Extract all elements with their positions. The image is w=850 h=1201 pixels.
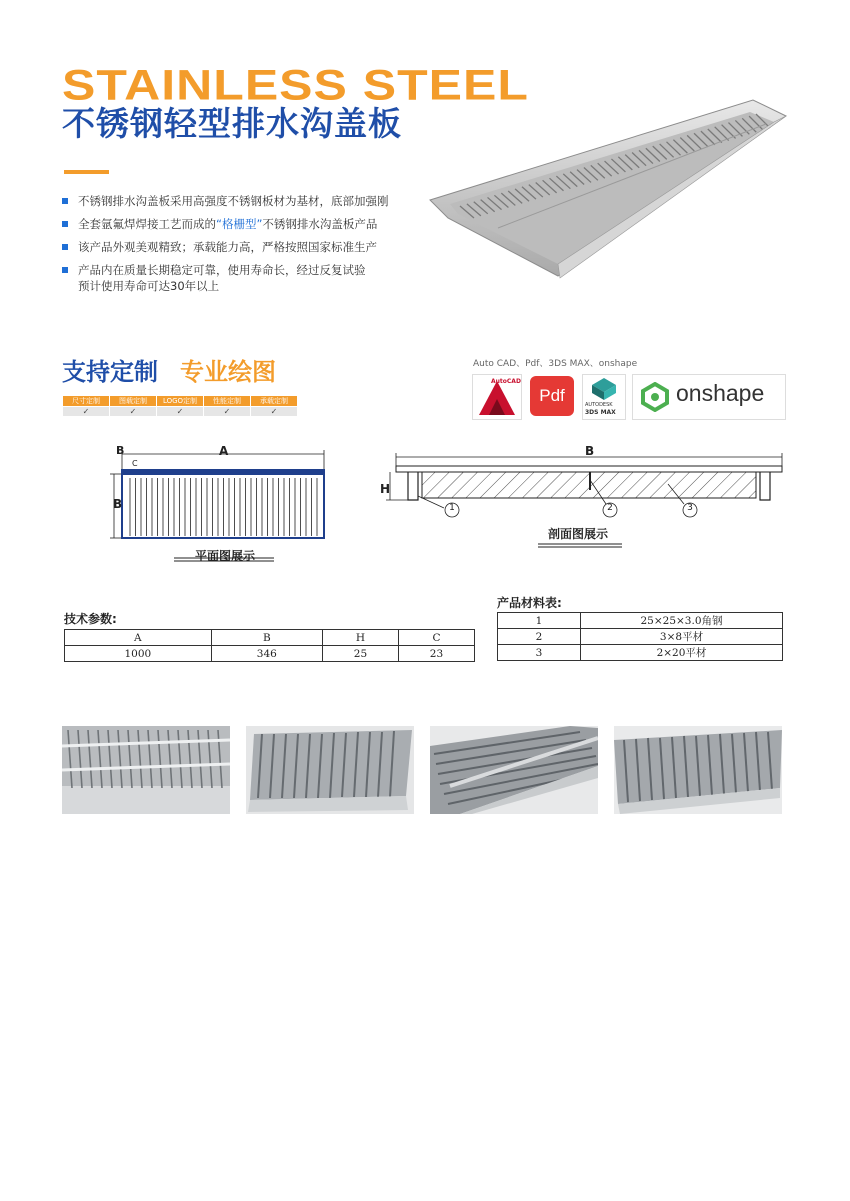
custom-item: 尺寸定制	[63, 396, 110, 407]
table-cell: 1	[498, 613, 581, 629]
table-cell: 1000	[65, 646, 212, 662]
feature-list	[62, 193, 442, 301]
title-underline	[64, 170, 109, 174]
plan-caption: 平面图展示	[195, 549, 256, 563]
custom-item: 承载定制	[251, 396, 298, 407]
pdf-logo: Pdf	[530, 376, 574, 416]
dim-c-label: C	[132, 459, 138, 468]
dim-a-label: A	[219, 444, 229, 458]
section-drawing	[378, 444, 788, 574]
table-header: C	[398, 630, 474, 646]
table-cell: 25	[322, 646, 398, 662]
table-row	[498, 629, 783, 645]
dim-b-label: B	[116, 444, 125, 457]
page-title: 不锈钢轻型排水沟盖板	[62, 104, 402, 143]
check-icon: ✓	[63, 407, 110, 417]
onshape-icon	[640, 382, 670, 412]
tech-params-table	[64, 629, 475, 662]
check-icon: ✓	[251, 407, 298, 417]
callout-2: 2	[607, 503, 613, 513]
callout-3: 3	[687, 503, 693, 513]
section-caption: 剖面图展示	[548, 527, 609, 541]
check-icon: ✓	[110, 407, 157, 417]
highlight-text: “格栅型”	[216, 217, 263, 231]
tech-params-label: 技术参数:	[64, 612, 117, 626]
table-cell: 3	[498, 645, 581, 661]
custom-item: 性能定制	[204, 396, 251, 407]
table-cell: 3×8平材	[581, 629, 783, 645]
table-cell: 2×20平材	[581, 645, 783, 661]
table-cell: 346	[211, 646, 322, 662]
autocad-logo: AutoCAD	[472, 374, 522, 420]
product-photo-3	[430, 726, 598, 814]
3dsmax-icon	[591, 377, 617, 401]
drawing-title: 专业绘图	[180, 358, 276, 386]
custom-item: LOGO定制	[157, 396, 204, 407]
product-photo-4	[614, 726, 782, 814]
feature-item: 该产品外观美观精致；承载能力高，严格按照国家标准生产	[62, 239, 442, 255]
dim-b-side-label: B	[113, 497, 123, 511]
check-icon: ✓	[157, 407, 204, 417]
dim-h-label: H	[380, 482, 391, 496]
formats-label: Auto CAD、Pdf、3DS MAX、onshape	[473, 359, 638, 369]
bullet-square-icon	[62, 221, 68, 227]
table-cell: 23	[398, 646, 474, 662]
table-header: A	[65, 630, 212, 646]
table-cell: 2	[498, 629, 581, 645]
materials-table	[497, 612, 783, 661]
bullet-square-icon	[62, 244, 68, 250]
product-photo-2	[246, 726, 414, 814]
section-dim-b-label: B	[585, 444, 595, 458]
check-icon: ✓	[204, 407, 251, 417]
custom-title: 支持定制	[62, 358, 158, 386]
custom-item: 图载定制	[110, 396, 157, 407]
table-header: B	[211, 630, 322, 646]
feature-item: 全套氩氟焊焊接工艺而成的“格栅型”不锈钢排水沟盖板产品	[62, 216, 442, 232]
table-row	[498, 645, 783, 661]
feature-item: 产品内在质量长期稳定可靠，使用寿命长，经过反复试验 预计使用寿命可达30年以上	[62, 262, 442, 294]
customization-table	[62, 395, 298, 417]
onshape-wordmark: onshape	[676, 380, 765, 406]
bullet-square-icon	[62, 198, 68, 204]
3dsmax-logo: AUTODESK 3DS MAX	[582, 374, 626, 420]
product-photo	[428, 88, 788, 288]
english-title: STAINLESS STEEL	[62, 61, 529, 110]
table-cell: 25×25×3.0角钢	[581, 613, 783, 629]
materials-label: 产品材料表:	[497, 596, 562, 610]
table-header: H	[322, 630, 398, 646]
callout-1: 1	[449, 503, 455, 513]
feature-item: 不锈钢排水沟盖板采用高强度不锈钢板材为基材，底部加强刚	[62, 193, 442, 209]
product-photo-1	[62, 726, 230, 814]
table-row	[498, 613, 783, 629]
bullet-square-icon	[62, 267, 68, 273]
